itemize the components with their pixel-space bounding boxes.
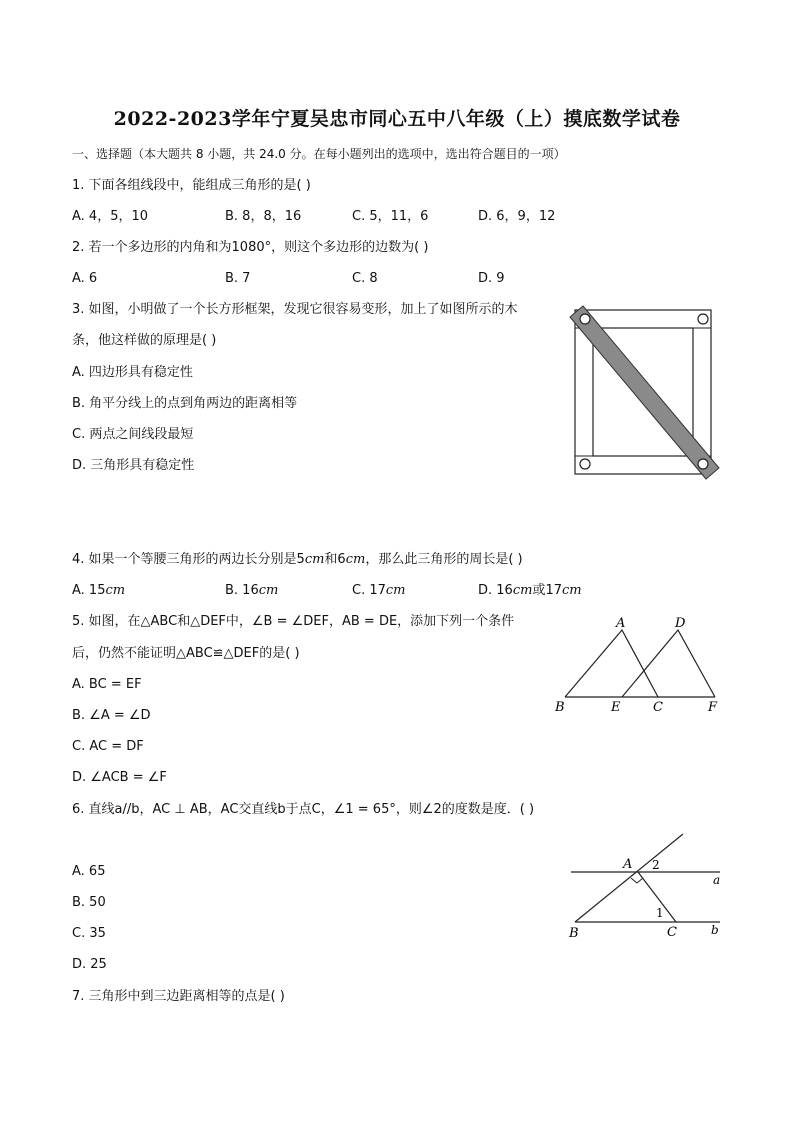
q4-stem-part-a: 4. 如果一个等腰三角形的两边长分别是5	[72, 552, 305, 567]
q4-option-d: D. 16cm或17cm	[478, 583, 582, 598]
q6-label-angle1: 1	[656, 906, 664, 920]
nail-bottom-left	[580, 459, 590, 469]
question-2-stem: 2. 若一个多边形的内角和为1080°，则这个多边形的边数为( )	[72, 240, 429, 255]
q3-option-b: B. 角平分线上的点到角两边的距离相等	[72, 396, 298, 411]
q3-option-d: D. 三角形具有稳定性	[72, 458, 195, 473]
q1-option-a: A. 4，5，10	[72, 209, 149, 224]
q6-parallel-lines-figure	[565, 830, 735, 942]
q5-label-b: B	[555, 700, 565, 715]
nail-top-left	[580, 314, 590, 324]
q1-option-b: B. 8，8，16	[225, 209, 302, 224]
question-6-stem: 6. 直线a//b，AC ⊥ AB，AC交直线b于点C，∠1 = 65°，则∠2的度数是度．( )	[72, 802, 535, 817]
q5-option-b: B. ∠A = ∠D	[72, 708, 151, 723]
nail-bottom-right	[698, 459, 708, 469]
q3-option-c: C. 两点之间线段最短	[72, 427, 194, 442]
q6-option-c: C. 35	[72, 926, 106, 941]
q6-label-line-b: b	[711, 923, 719, 937]
q2-option-d: D. 9	[478, 271, 505, 286]
q6-label-c: C	[667, 925, 677, 940]
q5-triangle-def	[622, 630, 715, 697]
q2-option-b: B. 7	[225, 271, 251, 286]
q6-label-angle2: 2	[652, 858, 660, 872]
q4-option-a: A. 15cm	[72, 583, 126, 598]
question-5-stem-line2: 后，仍然不能证明△ABC≌△DEF的是( )	[72, 646, 300, 661]
q4-stem-part-c: ，那么此三角形的周长是( )	[365, 552, 523, 567]
q5-option-c: C. AC = DF	[72, 739, 144, 754]
q3-frame-figure	[565, 302, 725, 484]
q6-right-angle-mark	[631, 878, 643, 883]
question-1-stem: 1. 下面各组线段中，能组成三角形的是( )	[72, 178, 311, 193]
q4-option-b: B. 16cm	[225, 583, 279, 598]
question-3-stem-line1: 3. 如图，小明做了一个长方形框架，发现它很容易变形，加上了如图所示的木	[72, 302, 518, 317]
q2-option-c: C. 8	[352, 271, 378, 286]
question-5-stem-line1: 5. 如图，在△ABC和△DEF中，∠B = ∠DEF，AB = DE，添加下列一个条件	[72, 614, 515, 629]
q4-unit-1: cm	[304, 552, 325, 567]
q6-label-b: B	[569, 926, 579, 941]
q5-option-a: A. BC = EF	[72, 677, 142, 692]
q5-label-d: D	[675, 616, 686, 631]
q4-option-c: C. 17cm	[352, 583, 406, 598]
q2-option-a: A. 6	[72, 271, 98, 286]
q5-triangle-abc	[565, 630, 658, 697]
q5-label-c: C	[653, 700, 663, 715]
q1-option-d: D. 6，9，12	[478, 209, 556, 224]
q6-label-a: A	[623, 857, 633, 872]
q3-option-a: A. 四边形具有稳定性	[72, 365, 193, 380]
q5-label-f: F	[708, 700, 718, 715]
q4-stem-part-b: 和6	[324, 552, 346, 567]
question-3-stem-line2: 条，他这样做的原理是( )	[72, 333, 217, 348]
q6-option-d: D. 25	[72, 957, 107, 972]
q5-label-a: A	[616, 616, 626, 631]
q1-option-c: C. 5，11，6	[352, 209, 429, 224]
q6-option-b: B. 50	[72, 895, 106, 910]
q6-option-a: A. 65	[72, 864, 106, 879]
question-7-stem: 7. 三角形中到三边距离相等的点是( )	[72, 989, 285, 1004]
q5-label-e: E	[611, 700, 621, 715]
q6-label-line-a: a	[713, 873, 721, 887]
q6-line-ab	[575, 834, 683, 922]
nail-top-right	[698, 314, 708, 324]
question-4-stem	[72, 551, 523, 569]
section-heading: 一、选择题（本大题共 8 小题，共 24.0 分。在每小题列出的选项中，选出符合题目的一项）	[72, 147, 566, 161]
q5-triangles-figure	[550, 612, 730, 716]
q4-unit-2: cm	[345, 552, 366, 567]
q5-option-d: D. ∠ACB = ∠F	[72, 770, 167, 785]
page-title: 2022-2023学年宁夏吴忠市同心五中八年级（上）摸底数学试卷	[113, 108, 681, 130]
